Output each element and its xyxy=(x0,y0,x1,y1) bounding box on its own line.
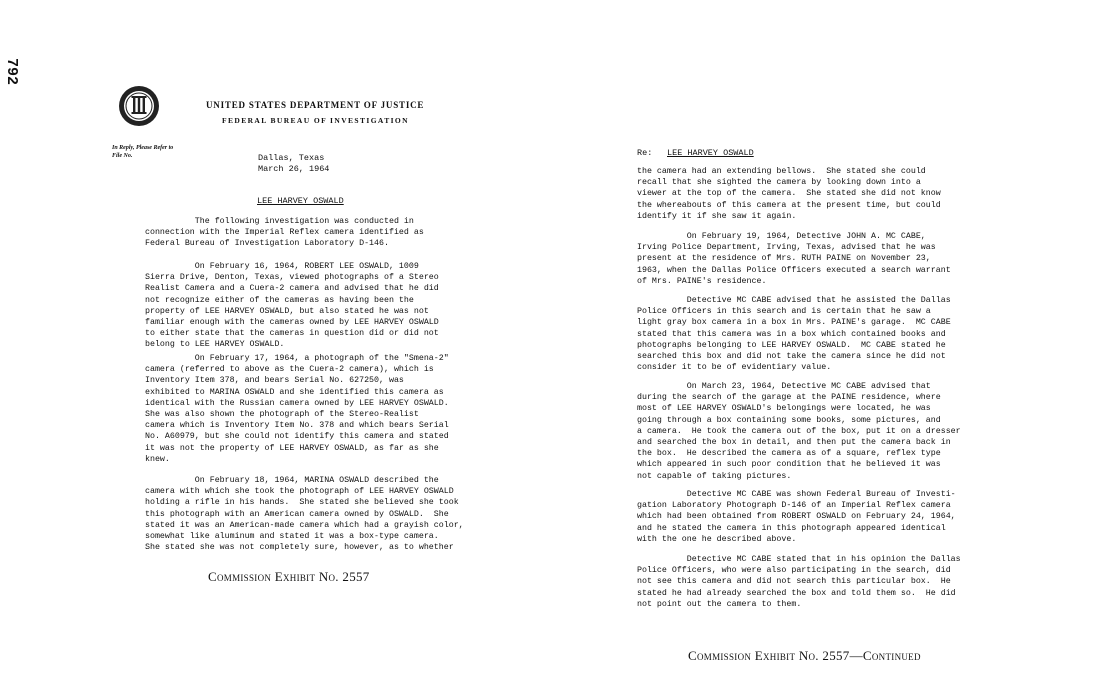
left-paragraph-4: On February 18, 1964, MARINA OSWALD described the camera with which she took the photograph of LEE HARVEY OSWALD holding a rifle in his hands. She stated she believed she took this photograph with an American camera owned by OSWALD. She stated it was an American-made camera which had a grayish color, somewhat like aluminum and stated it was a box-type camera. She stated she was not completely sure, however, as to whether xyxy=(145,476,464,553)
exhibit-caption-right: Commission Exhibit No. 2557—Continued xyxy=(688,648,921,663)
right-paragraph-5: Detective MC CABE was shown Federal Bureau of Investi- gation Laboratory Photograph D-146 of an Imperial Reflex camera which had been obtained from ROBERT OSWALD on February 24, 1964, and he stated the camera in this photograph appeared identical with the one he described above. xyxy=(637,490,956,544)
page-number: 792 xyxy=(3,58,20,86)
right-paragraph-6: Detective MC CABE stated that in his opinion the Dallas Police Officers, who were also participating in the search, did not see this camera and did not search this particular box. He stated he had already searched the box and told them so. He did not point out the camera to them. xyxy=(637,555,961,609)
department-heading: UNITED STATES DEPARTMENT OF JUSTICE xyxy=(206,100,425,110)
letter-date: March 26, 1964 xyxy=(258,164,330,174)
left-paragraph-1: The following investigation was conducted in connection with the Imperial Reflex camera identified as Federal Bureau of Investigation Laboratory D-146. xyxy=(145,217,424,249)
left-paragraph-3: On February 17, 1964, a photograph of the "Smena-2" camera (referred to above as the Cuera-2 camera), which is Inventory Item 378, and bears Serial No. 627250, was exhibited to MARINA OSWALD and she identified this camera as identical with the Russian camera owned by LEE HARVEY OSWALD. She was also shown the photograph of the Stereo-Realist camera which is Inventory Item No. 378 and which bears Serial No. A60979, but she could not identify this camera and stated it was not the property of LEE HARVEY OSWALD, as far as she knew. xyxy=(145,354,449,464)
right-paragraph-4: On March 23, 1964, Detective MC CABE advised that during the search of the garage at the PAINE residence, where most of LEE HARVEY OSWALD's belongings were located, he was going through a box containing some books, some pictures, and a camera. He took the camera out of the box, put it on a dresser and searched the box in detail, and then put the camera back in the box. He described the camera as of a square, reflex type which appeared in such poor condition that he believed it was not capable of taking pictures. xyxy=(637,382,961,481)
bureau-heading: FEDERAL BUREAU OF INVESTIGATION xyxy=(222,116,409,125)
right-paragraph-3: Detective MC CABE advised that he assisted the Dallas Police Officers in this search and is certain that he saw a light gray box camera in a box in Mrs. PAINE's garage. MC CABE stated that this camera was in a box which contained books and photographs belonging to LEE HARVEY OSWALD. MC CABE stated he searched this box and did not take the camera since he did not consider it to be of evidentiary value. xyxy=(637,296,951,373)
right-paragraph-2: On February 19, 1964, Detective JOHN A. MC CABE, Irving Police Department, Irving, Texas, advised that he was present at the residence of Mrs. RUTH PAINE on November 23, 1963, when the Dallas Police Officers executed a search warrant of Mrs. PAINE's residence. xyxy=(637,232,951,286)
letter-city: Dallas, Texas xyxy=(258,153,325,163)
letter-subject: LEE HARVEY OSWALD xyxy=(257,196,344,206)
left-paragraph-2: On February 16, 1964, ROBERT LEE OSWALD, 1009 Sierra Drive, Denton, Texas, viewed photographs of a Stereo Realist Camera and a Cuera-2 camera and advised that he did not recognize either of the cameras as having been the property of LEE HARVEY OSWALD, but also stated he was not familiar enough with the cameras owned by LEE HARVEY OSWALD to either state that the cameras in question did or did not belong to LEE HARVEY OSWALD. xyxy=(145,262,439,350)
right-paragraph-1: the camera had an extending bellows. She stated she could recall that she sighted the camera by looking down into a viewer at the top of the camera. She stated she did not know the whereabouts of this camera at the present time, but could identify it if she saw it again. xyxy=(637,167,941,221)
exhibit-caption-left: Commission Exhibit No. 2557 xyxy=(208,569,370,584)
re-label: Re: xyxy=(637,148,653,158)
re-subject: LEE HARVEY OSWALD xyxy=(667,148,754,158)
reply-note: In Reply, Please Refer to File No. xyxy=(112,145,174,159)
fbi-seal-icon xyxy=(118,85,160,127)
